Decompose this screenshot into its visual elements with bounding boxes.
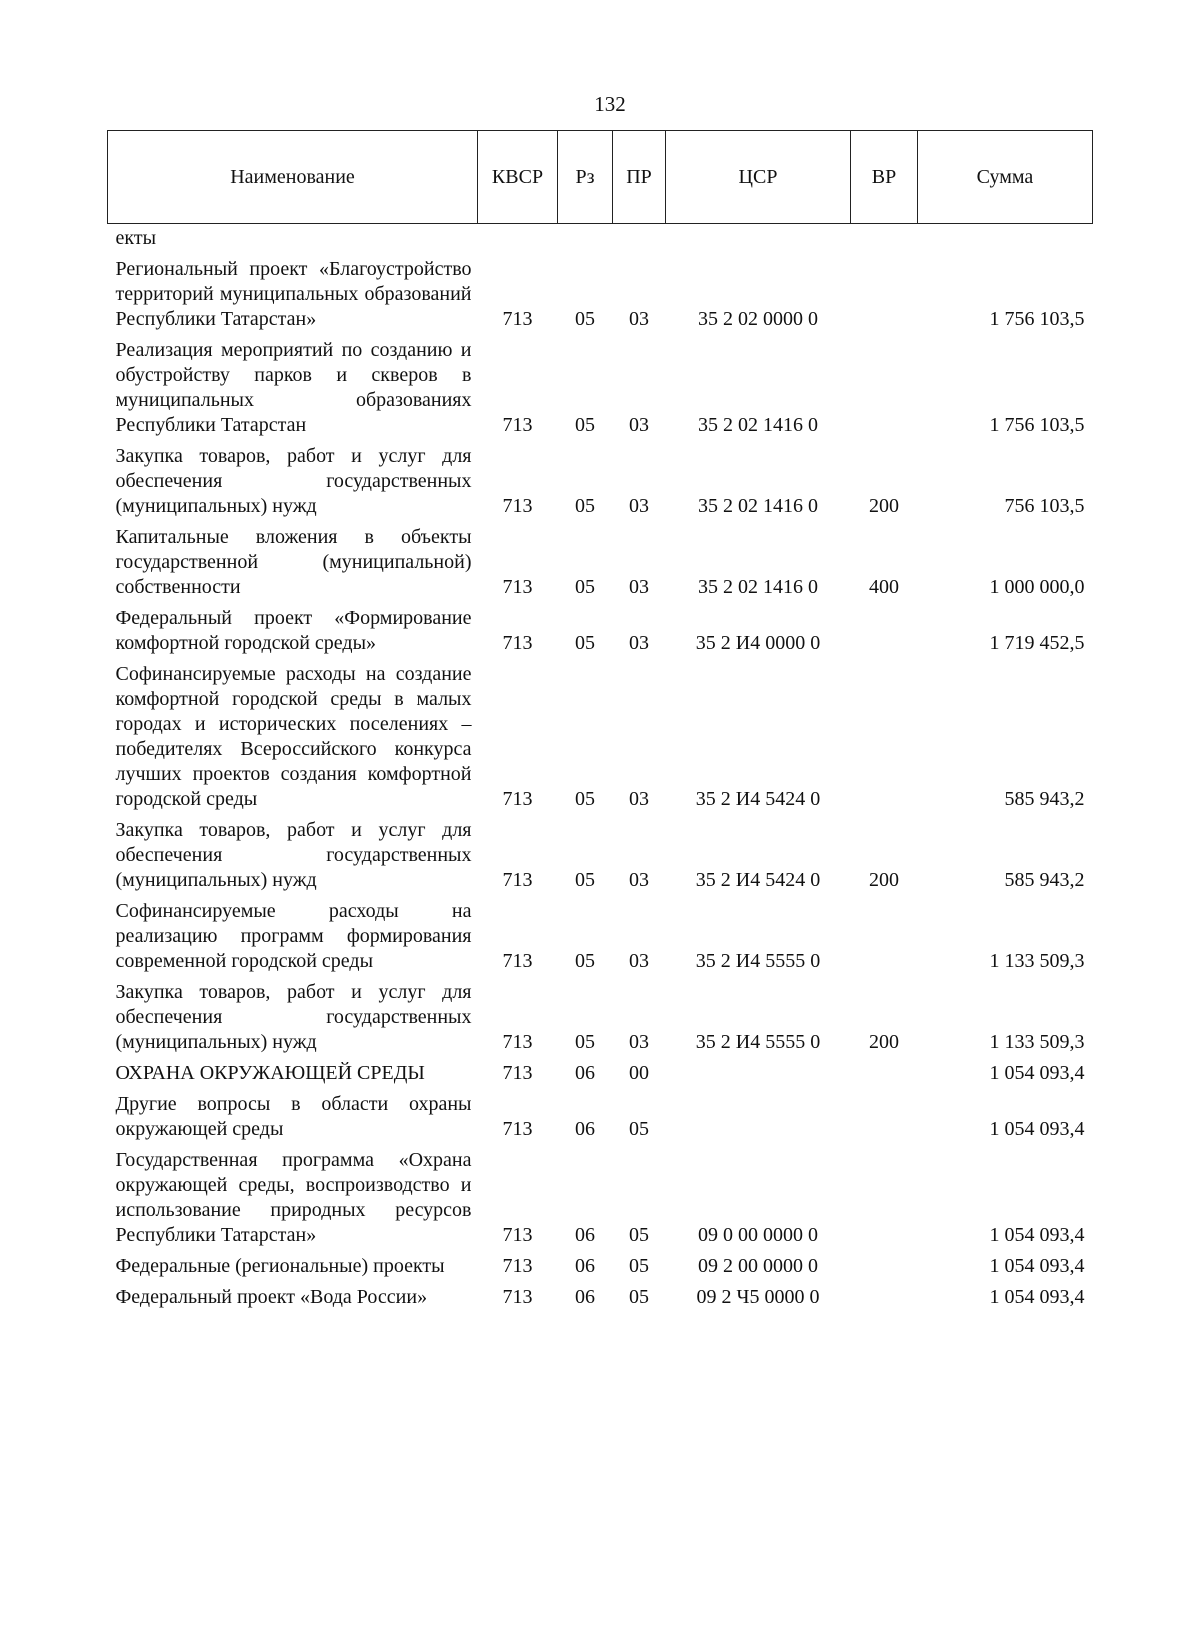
- cell-pr: 05: [629, 1118, 649, 1140]
- cell-sum: 1 133 509,3: [989, 1031, 1085, 1053]
- table-row: [108, 255, 1093, 336]
- cell-name: Закупка товаров, работ и услуг для обеспечения государственных (муниципальных) нужд: [115, 445, 472, 517]
- cell-csr: 35 2 02 1416 0: [698, 495, 818, 517]
- cell-kvsr: 713: [502, 1031, 533, 1053]
- table-row: [108, 1090, 1093, 1146]
- page-number: 132: [594, 92, 626, 116]
- cell-kvsr: 713: [502, 788, 533, 810]
- cell-vr: [851, 255, 918, 336]
- table-body: [108, 224, 1093, 1315]
- cell-sum: 756 103,5: [1004, 495, 1085, 517]
- cell-pr: 05: [629, 1286, 649, 1308]
- cell-rz: 05: [575, 950, 595, 972]
- cell-sum: 1 054 093,4: [989, 1118, 1085, 1140]
- cell-name: Федеральный проект «Формирование комфортной городской среды»: [115, 607, 472, 654]
- table-row: [108, 1283, 1093, 1314]
- cell-csr: 35 2 02 0000 0: [698, 308, 818, 330]
- cell-kvsr: 713: [502, 632, 533, 654]
- cell-kvsr: 713: [502, 308, 533, 330]
- table-row: [108, 897, 1093, 978]
- cell-name: Закупка товаров, работ и услуг для обеспечения государственных (муниципальных) нужд: [115, 981, 472, 1053]
- cell-kvsr: 713: [502, 869, 533, 891]
- cell-rz: 06: [575, 1118, 595, 1140]
- cell-name: Реализация мероприятий по созданию и обустройству парков и скверов в муниципальных образованиях Республики Татарстан: [115, 339, 472, 436]
- cell-vr: [851, 224, 918, 256]
- cell-rz: 06: [575, 1255, 595, 1277]
- cell-kvsr: 713: [502, 1118, 533, 1140]
- cell-pr: 03: [629, 414, 649, 436]
- header-name: Наименование: [108, 131, 478, 224]
- cell-sum: 1 133 509,3: [989, 950, 1085, 972]
- table-row: [108, 1252, 1093, 1283]
- cell-vr: [851, 1090, 918, 1146]
- cell-name: Федеральный проект «Вода России»: [115, 1286, 428, 1308]
- cell-sum: 1 756 103,5: [989, 414, 1085, 436]
- cell-sum: 1 000 000,0: [989, 576, 1085, 598]
- cell-rz: 05: [575, 1031, 595, 1053]
- cell-csr: 09 0 00 0000 0: [698, 1224, 818, 1246]
- cell-kvsr: [478, 224, 558, 256]
- cell-csr: 35 2 02 1416 0: [698, 414, 818, 436]
- cell-kvsr: 713: [502, 1286, 533, 1308]
- cell-pr: 03: [629, 1031, 649, 1053]
- cell-kvsr: 713: [502, 576, 533, 598]
- table-row: [108, 660, 1093, 816]
- cell-name: Региональный проект «Благоустройство территорий муниципальных образований Республики Татарстан»: [115, 258, 472, 330]
- table-row: [108, 224, 1093, 256]
- cell-rz: [558, 224, 613, 256]
- cell-kvsr: 713: [502, 495, 533, 517]
- cell-sum: 1 054 093,4: [989, 1255, 1085, 1277]
- cell-pr: 03: [629, 576, 649, 598]
- table-row: [108, 978, 1093, 1059]
- cell-rz: 05: [575, 632, 595, 654]
- cell-csr: 35 2 И4 5555 0: [695, 950, 821, 972]
- cell-vr: [851, 1059, 918, 1090]
- cell-rz: 05: [575, 788, 595, 810]
- cell-csr: 09 2 00 0000 0: [698, 1255, 818, 1277]
- cell-csr: [666, 1090, 851, 1146]
- cell-name: Софинансируемые расходы на реализацию программ формирования современной городской среды: [115, 900, 472, 972]
- cell-vr: [851, 604, 918, 660]
- header-vr: ВР: [851, 131, 918, 224]
- cell-pr: 03: [629, 495, 649, 517]
- header-sum: Сумма: [918, 131, 1093, 224]
- cell-vr: 400: [869, 576, 899, 598]
- cell-rz: 06: [575, 1224, 595, 1246]
- table-row: [108, 1146, 1093, 1252]
- table-row: [108, 442, 1093, 523]
- cell-pr: 00: [629, 1062, 649, 1084]
- cell-csr: 35 2 И4 5424 0: [695, 869, 821, 891]
- cell-vr: 200: [869, 495, 899, 517]
- cell-kvsr: 713: [502, 414, 533, 436]
- cell-rz: 05: [575, 495, 595, 517]
- cell-rz: 06: [575, 1286, 595, 1308]
- cell-csr: 35 2 И4 5555 0: [695, 1031, 821, 1053]
- cell-csr: 35 2 И4 0000 0: [695, 632, 821, 654]
- cell-kvsr: 713: [502, 1224, 533, 1246]
- cell-vr: [851, 1146, 918, 1252]
- cell-name: екты: [115, 227, 157, 249]
- cell-vr: [851, 897, 918, 978]
- cell-csr: 35 2 02 1416 0: [698, 576, 818, 598]
- cell-sum: 1 054 093,4: [989, 1224, 1085, 1246]
- budget-table: [107, 130, 1093, 1314]
- header-kvsr: КВСР: [478, 131, 558, 224]
- table-row: [108, 816, 1093, 897]
- cell-name: Софинансируемые расходы на создание комфортной городской среды в малых городах и исторических поселениях – победителях Всероссийского конкурса лучших проектов создания комфортной городской среды: [115, 663, 472, 810]
- cell-csr: [666, 224, 851, 256]
- header-pr: ПР: [613, 131, 666, 224]
- cell-vr: [851, 1252, 918, 1283]
- cell-pr: 05: [629, 1255, 649, 1277]
- cell-pr: 03: [629, 950, 649, 972]
- cell-vr: [851, 336, 918, 442]
- cell-csr: [666, 1059, 851, 1090]
- table-row: [108, 604, 1093, 660]
- cell-rz: 05: [575, 576, 595, 598]
- cell-pr: 03: [629, 788, 649, 810]
- cell-sum: 1 756 103,5: [989, 308, 1085, 330]
- cell-sum: 1 719 452,5: [989, 632, 1085, 654]
- header-rz: Рз: [558, 131, 613, 224]
- cell-pr: [613, 224, 666, 256]
- cell-kvsr: 713: [502, 1062, 533, 1084]
- cell-csr: 35 2 И4 5424 0: [695, 788, 821, 810]
- cell-name: ОХРАНА ОКРУЖАЮЩЕЙ СРЕДЫ: [115, 1062, 425, 1084]
- cell-name: Закупка товаров, работ и услуг для обеспечения государственных (муниципальных) нужд: [115, 819, 472, 891]
- cell-name: Федеральные (региональные) проекты: [115, 1255, 445, 1277]
- cell-rz: 05: [575, 308, 595, 330]
- cell-sum: 1 054 093,4: [989, 1286, 1085, 1308]
- cell-rz: 05: [575, 869, 595, 891]
- cell-sum: 1 054 093,4: [989, 1062, 1085, 1084]
- table-row: [108, 523, 1093, 604]
- cell-pr: 03: [629, 308, 649, 330]
- cell-vr: 200: [869, 869, 899, 891]
- table-header: [108, 131, 1093, 224]
- cell-sum: [918, 224, 1093, 256]
- cell-kvsr: 713: [502, 1255, 533, 1277]
- cell-name: Другие вопросы в области охраны окружающей среды: [115, 1093, 472, 1140]
- cell-rz: 05: [575, 414, 595, 436]
- cell-vr: 200: [869, 1031, 899, 1053]
- table-row: [108, 336, 1093, 442]
- cell-name: Государственная программа «Охрана окружающей среды, воспроизводство и использование природных ресурсов Республики Татарстан»: [115, 1149, 472, 1246]
- cell-pr: 03: [629, 869, 649, 891]
- cell-vr: [851, 660, 918, 816]
- table-row: [108, 1059, 1093, 1090]
- cell-sum: 585 943,2: [1004, 869, 1085, 891]
- cell-vr: [851, 1283, 918, 1314]
- cell-rz: 06: [575, 1062, 595, 1084]
- cell-pr: 03: [629, 632, 649, 654]
- cell-pr: 05: [629, 1224, 649, 1246]
- cell-sum: 585 943,2: [1004, 788, 1085, 810]
- cell-kvsr: 713: [502, 950, 533, 972]
- cell-csr: 09 2 Ч5 0000 0: [696, 1286, 820, 1308]
- header-csr: ЦСР: [666, 131, 851, 224]
- cell-name: Капитальные вложения в объекты государственной (муниципальной) собственности: [115, 526, 472, 598]
